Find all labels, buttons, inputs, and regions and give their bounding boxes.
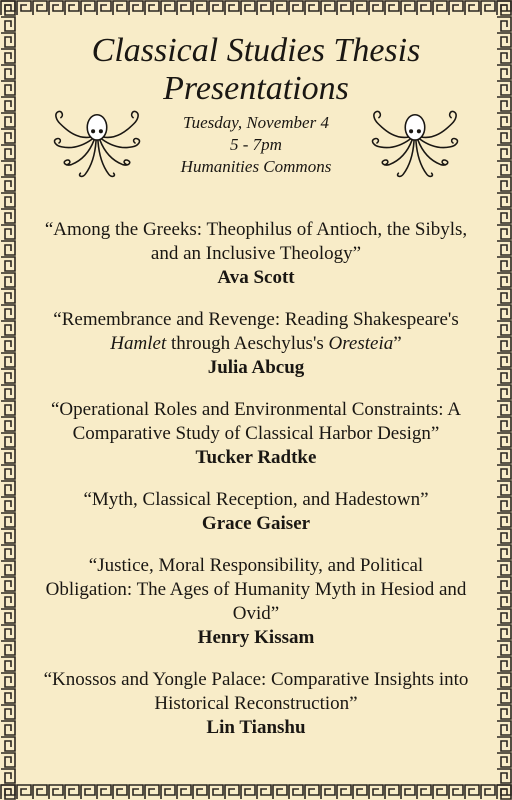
talk-title-line [22, 332, 490, 356]
talk-title-line: “Remembrance and Revenge: Reading Shakespeare's [53, 309, 459, 330]
talk-title-line: “Knossos and Yongle Palace: Comparative Insights into [43, 669, 469, 690]
talk-title-line: Comparative Study of Classical Harbor Design” [72, 423, 440, 444]
talk-title-fragment: ” [393, 333, 402, 354]
presenter-name: Grace Gaiser [201, 513, 311, 534]
talk-item [22, 668, 490, 740]
talk-title-line: “Among the Greeks: Theophilus of Antioch, the Sibyls, [44, 219, 468, 240]
presenter-name: Tucker Radtke [195, 447, 317, 468]
work-title-hamlet: Hamlet [110, 333, 167, 354]
talk-item [22, 398, 490, 470]
talk-title-line: “Myth, Classical Reception, and Hadestown” [83, 489, 429, 510]
talk-title-line: “Justice, Moral Responsibility, and Political [88, 555, 424, 576]
event-location: Humanities Commons [180, 157, 332, 176]
talk-item [22, 308, 490, 380]
presenter-name: Ava Scott [217, 267, 295, 288]
talk-title-line: Historical Reconstruction” [154, 693, 358, 714]
talk-list [22, 218, 490, 740]
octopus-icon [48, 104, 146, 182]
talk-title-fragment: through Aeschylus's [166, 333, 329, 354]
presenter-name: Henry Kissam [197, 627, 315, 648]
header-row [22, 112, 490, 190]
presenter-name: Lin Tianshu [206, 717, 306, 738]
talk-title-line: Obligation: The Ages of Humanity Myth in Hesiod and [45, 579, 467, 600]
talk-item [22, 218, 490, 290]
talk-title-line: and an Inclusive Theology” [150, 243, 362, 264]
event-time: 5 - 7pm [230, 135, 282, 154]
talk-title-line: “Operational Roles and Environmental Constraints: A [50, 399, 461, 420]
event-date: Tuesday, November 4 [183, 113, 329, 132]
octopus-icon [366, 104, 464, 182]
talk-item [22, 554, 490, 650]
talk-title-line: Ovid” [232, 603, 280, 624]
poster-title: Classical Studies Thesis Presentations [91, 32, 421, 107]
work-title-oresteia: Oresteia [328, 333, 394, 354]
presenter-name: Julia Abcug [207, 357, 305, 378]
poster-content [22, 20, 490, 780]
talk-item [22, 488, 490, 536]
